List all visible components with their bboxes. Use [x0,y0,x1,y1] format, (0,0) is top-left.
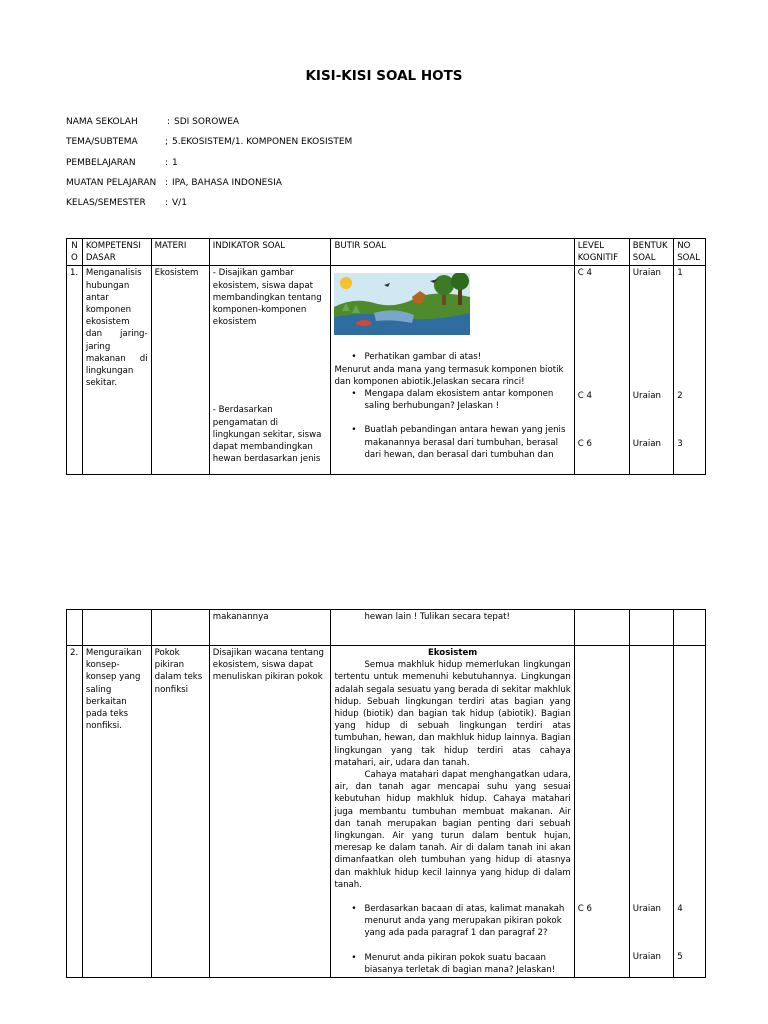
bentuk-q2: Uraian [632,390,661,401]
kompetensi-dasar-cell: Menguraikan konsep-konsep yang saling berkaitan pada teks nonfiksi. [82,646,151,978]
no-soal-2: 2 [677,390,683,401]
meta-colon: : [165,178,169,188]
table-row-continuation [67,610,706,646]
level-q1: C 4 [577,268,592,279]
butir-soal-cell [331,266,574,475]
kompetensi-dasar-cell: Menganalisis hubungan antar komponen ekosistem dan jaring-jaring makanan di lingkungan sekitar. [82,266,151,475]
header-level-kognitif: LEVEL KOGNITIF [574,239,629,266]
table-row [67,266,706,475]
bentuk-q3: Uraian [632,438,661,449]
question-2 [334,388,570,412]
header-indikator-soal: INDIKATOR SOAL [209,239,331,266]
materi-cell: Ekosistem [151,266,209,475]
table-header-row [67,239,706,266]
meta-colon: : [167,117,171,127]
bullet-icon: • [351,425,357,436]
question-4 [334,903,570,940]
question-4-text: Berdasarkan bacaan di atas, kalimat manakah menurut anda yang merupakan pikiran pokok yang ada pada paragraf 1 dan paragraf 2? [364,904,565,939]
meta-label: PEMBELAJARAN [66,158,136,168]
indikator-2-continuation: makanannya [209,610,331,646]
level-q3: C 6 [577,438,592,449]
no-soal-5: 5 [677,952,683,963]
table-row [67,646,706,978]
meta-value: V/1 [172,198,187,208]
row-number: 2. [67,646,83,978]
meta-colon: : [165,158,169,168]
bentuk-soal-cell [629,646,673,978]
meta-label: KELAS/SEMESTER [66,198,146,208]
indikator-cell [209,266,331,475]
kisi-kisi-table-part1 [66,238,706,475]
page-title: KISI-KISI SOAL HOTS [305,68,463,84]
no-soal-4: 4 [677,904,683,914]
meta-label: MUATAN PELAJARAN [66,178,157,188]
bentuk-soal-cell [629,266,673,475]
meta-value: IPA, BAHASA INDONESIA [172,178,282,188]
bentuk-q4: Uraian [632,904,661,914]
question-3-text: Buatlah pebandingan antara hewan yang jenis makanannya berasal dari tumbuhan, berasal dari hewan, dan berasal dari tumbuhan dan [364,425,566,460]
bullet-icon: • [351,352,357,363]
meta-value: 5.EKOSISTEM/1. KOMPONEN EKOSISTEM [172,137,353,147]
reading-title: Ekosistem [427,648,478,658]
level-q2: C 4 [577,390,592,401]
bullet-icon: • [351,904,357,915]
header-no: N O [67,239,83,266]
meta-colon: ; [165,137,169,147]
reading-paragraph-1: Semua makhluk hidup memerlukan lingkungan tertentu untuk memenuhi kebutuhannya. Lingkungan adalah segala sesuatu yang berada di sekitar makhluk hidup. Sebuah lingkungan terdiri atas bagian yang hidup (biotik) dan bagian tak hidup (abiotik). Bagian yang hidup di sebuah lingkungan terdiri atas tumbuhan, hewan, dan makhluk hidup lainnya. Bagian lingkungan yang tak hidup terdiri atas cahaya matahari, air, udara dan tanah. [334,660,571,768]
header-no-soal: NO SOAL [674,239,706,266]
question-5-text: Menurut anda pikiran pokok suatu bacaan biasanya terletak di bagian mana? Jelaskan! [364,952,556,975]
header-materi: MATERI [151,239,209,266]
meta-value: 1 [172,158,178,168]
no-soal-3: 3 [677,438,683,449]
header-kompetensi-dasar: KOMPETENSI DASAR [82,239,151,266]
question-1-text: Menurut anda mana yang termasuk komponen biotik dan komponen abiotik.Jelaskan secara rinci! [334,364,564,387]
materi-cell: Pokok pikiran dalam teks nonfiksi [151,646,209,978]
question-5 [334,952,570,976]
question-3-continuation: hewan lain ! Tulikan secara tepat! [331,610,574,646]
ecosystem-illustration-icon [334,273,470,335]
row-number: 1. [67,266,83,475]
butir-soal-cell [331,646,574,978]
header-butir-soal: BUTIR SOAL [331,239,574,266]
no-soal-cell [674,266,706,475]
meta-label: NAMA SEKOLAH [66,117,138,127]
bullet-icon: • [351,389,357,400]
meta-value: SDI SOROWEA [174,117,240,127]
question-1-instruction: Perhatikan gambar di atas! [364,352,482,363]
level-kognitif-cell [574,266,629,475]
bentuk-q1: Uraian [632,268,661,279]
indikator-cell: Disajikan wacana tentang ekosistem, siswa dapat menuliskan pikiran pokok [209,646,331,978]
meta-label: TEMA/SUBTEMA [66,137,138,147]
indikator-1: - Disajikan gambar ekosistem, siswa dapat membandingkan tentang komponen-komponen ekosistem [212,268,322,328]
meta-colon: : [165,198,169,208]
no-soal-cell [674,646,706,978]
kisi-kisi-table-part2 [66,609,706,978]
level-kognitif-cell [574,646,629,978]
question-3 [334,424,570,461]
no-soal-1: 1 [677,268,683,279]
bentuk-q5: Uraian [632,952,661,963]
level-q4: C 6 [577,904,592,914]
indikator-2: - Berdasarkan pengamatan di lingkungan sekitar, siswa dapat membandingkan hewan berdasarkan jenis [212,405,322,465]
reading-paragraph-2: Cahaya matahari dapat menghangatkan udara, air, dan tanah agar mencapai suhu yang sesuai kebutuhan hidup makhluk hidup. Cahaya matahari juga membantu tumbuhan membuat makanan. Air dan tanah merupakan bagian penting dari sebuah lingkungan. Air yang turun dalam bentuk hujan, meresap ke dalam tanah. Air di dalam tanah ini akan dimanfaatkan oleh tumbuhan yang hidup di atasnya dan makhluk hidup kecil lainnya yang hidup di dalam tanah. [334,770,571,890]
question-2-text: Mengapa dalam ekosistem antar komponen saling berhubungan? Jelaskan ! [364,389,554,412]
header-bentuk-soal: BENTUK SOAL [629,239,673,266]
bullet-icon: • [351,952,357,963]
question-1 [334,351,570,363]
